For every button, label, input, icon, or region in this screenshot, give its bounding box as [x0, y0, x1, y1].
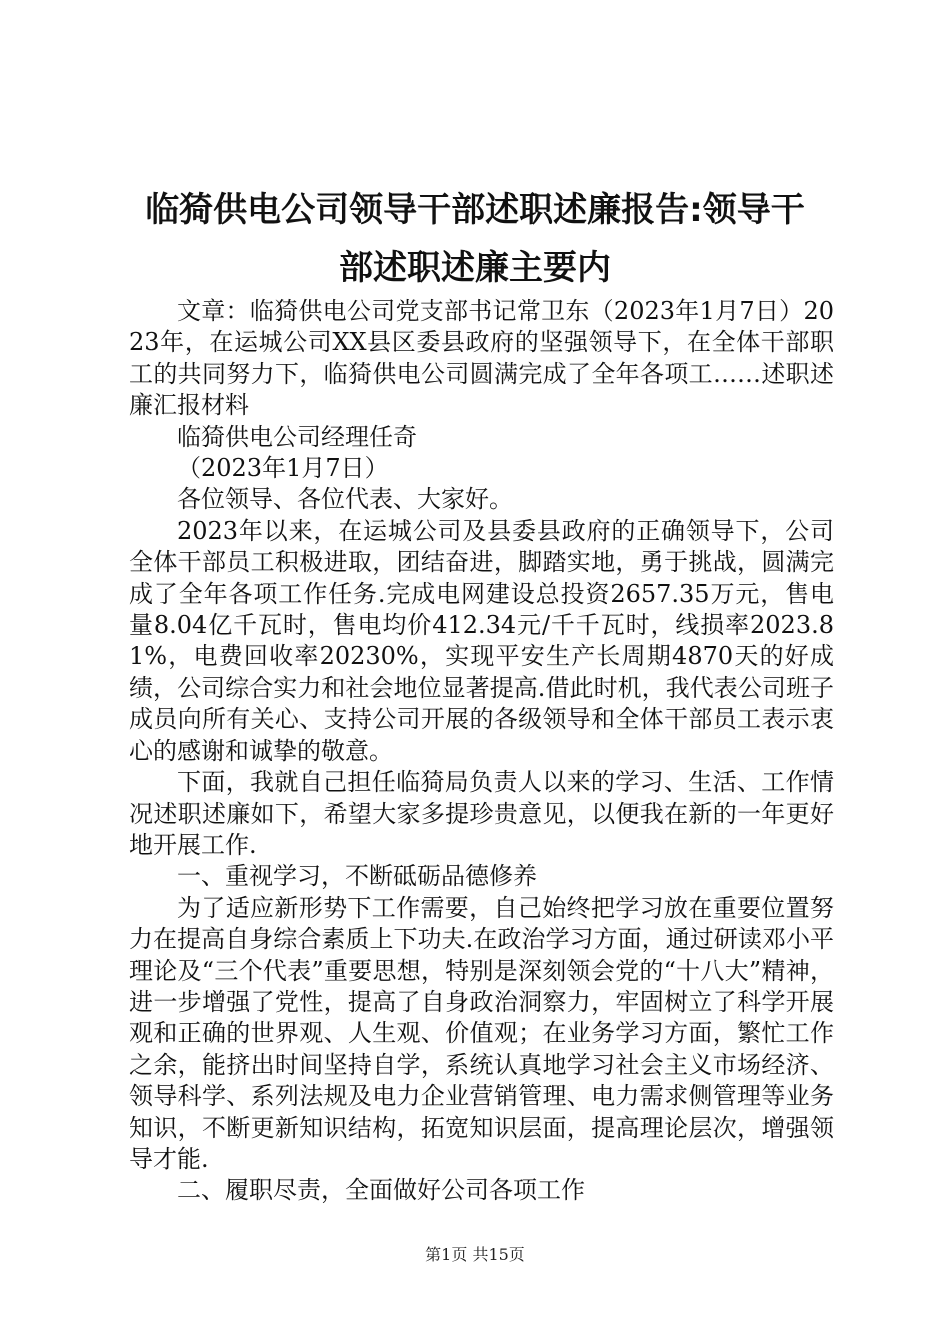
page-number-footer: 第1页 共15页: [425, 1245, 525, 1264]
document-title-line-2: 部述职述廉主要内: [339, 248, 611, 288]
section-heading-2: 二、履职尽责，全面做好公司各项工作: [177, 1176, 585, 1205]
paragraph-date: （2023年1月7日）: [177, 454, 389, 483]
paragraph-study: 为了适应新形势下工作需要，自己始终把学习放在重要位置努力在提高自身综合素质上下功夫.在政治学习方面，通过研读邓小平理论及“三个代表”重要思想，特别是深刻领会党的“十八大”精神，进一步增强了党性，提高了自身政治洞察力，牢固树立了科学开展观和正确的世界观、人生观、价值观；在业务学习方面，繁忙工作之余，能挤出时间坚持自学，系统认真地学习社会主义市场经济、领导科学、系列法规及电力企业营销管理、电力需求侧管理等业务知识，不断更新知识结构，拓宽知识层面，提高理论层次，增强领导才能.: [129, 893, 834, 1173]
paragraph-greeting: 各位领导、各位代表、大家好。: [177, 485, 513, 514]
document-body: [129, 296, 834, 1207]
paragraph-author: 临猗供电公司经理任奇: [177, 422, 417, 451]
section-heading-1: 一、重视学习，不断砥砺品德修养: [177, 862, 537, 891]
paragraph-overview: 下面，我就自己担任临猗局负责人以来的学习、生活、工作情况述职述廉如下，希望大家多提珍贵意见，以便我在新的一年更好地开展工作.: [129, 768, 834, 859]
paragraph-intro: 文章：临猗供电公司党支部书记常卫东（2023年1月7日）2023年，在运城公司XX县区委县政府的坚强领导下，在全体干部职工的共同努力下，临猗供电公司圆满完成了全年各项工……述职述廉汇报材料: [129, 297, 834, 420]
paragraph-achievements: 2023年以来，在运城公司及县委县政府的正确领导下，公司全体干部员工积极进取，团结奋进，脚踏实地，勇于挑战，圆满完成了全年各项工作任务.完成电网建设总投资2657.35万元，售电量8.04亿千瓦时，售电均价412.34元/千千瓦时，线损率2023.81%，电费回收率20230%，实现平安生产长周期4870天的好成绩，公司综合实力和社会地位显著提高.借此时机，我代表公司班子成员向所有关心、支持公司开展的各级领导和全体干部员工表示衷心的感谢和诚挚的敬意。: [129, 516, 834, 765]
document-title-line-1: 临猗供电公司领导干部述职述廉报告:领导干: [145, 190, 805, 230]
